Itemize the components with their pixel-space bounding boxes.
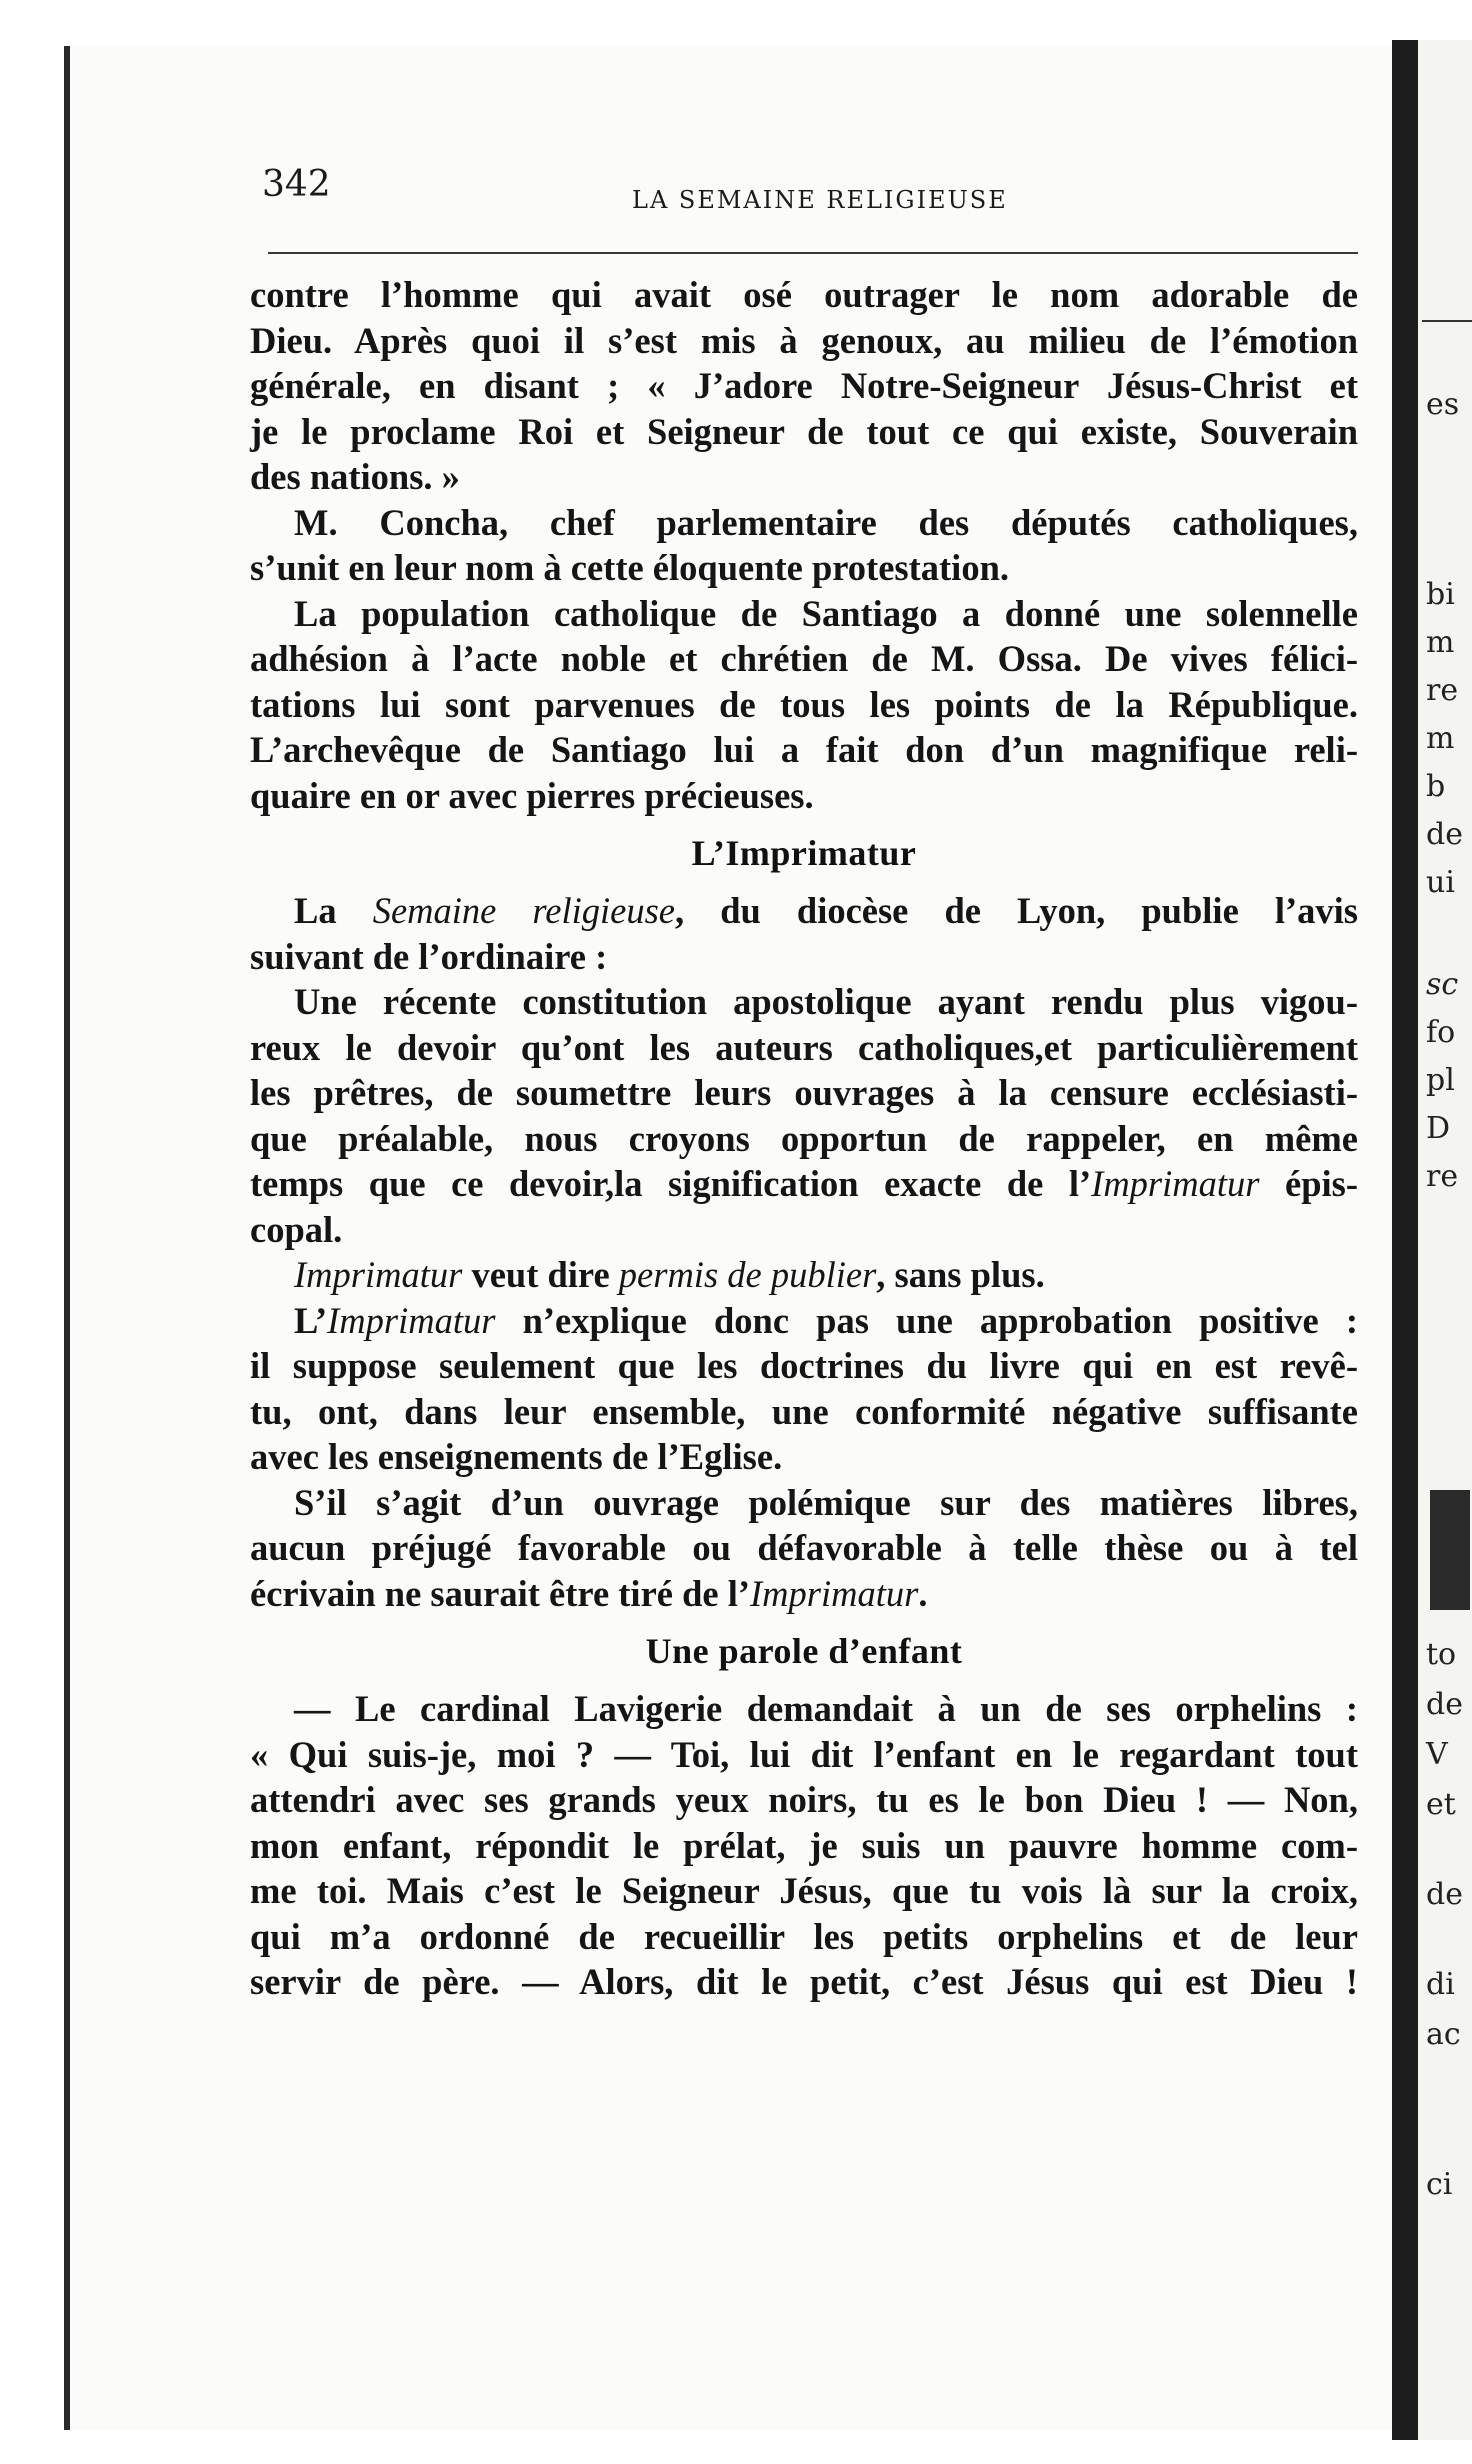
text-run: , sans plus. bbox=[876, 1254, 1045, 1295]
facing-fragment: de bbox=[1426, 1687, 1463, 1722]
paragraph-lavigerie bbox=[250, 1686, 1358, 2005]
text-line: tations lui sont parvenues de tous les points de la République. bbox=[250, 683, 1358, 725]
text-line: qui m’a ordonné de recueillir les petits orphelins et de leur bbox=[250, 1915, 1358, 1957]
paragraph-constitution bbox=[250, 979, 1358, 1252]
paragraph-explanation bbox=[250, 1298, 1358, 1480]
facing-fragment: es bbox=[1426, 387, 1460, 422]
text-run: épis- bbox=[1259, 1163, 1359, 1204]
paragraph-santiago bbox=[250, 591, 1358, 819]
text-run: , du diocèse de Lyon, publie l’avis bbox=[675, 890, 1358, 931]
text-run: écrivain ne saurait être tiré de l’ bbox=[250, 1572, 751, 1614]
text-run: temps que ce devoir,la signification exacte de l’ bbox=[250, 1163, 1092, 1204]
facing-fragment: b bbox=[1426, 769, 1446, 804]
facing-fragment: ui bbox=[1426, 865, 1455, 900]
page-number: 342 bbox=[262, 164, 331, 205]
text-line: mon enfant, répondit le prélat, je suis un pauvre homme com- bbox=[250, 1824, 1358, 1866]
article-body bbox=[250, 272, 1358, 2005]
header-rule bbox=[268, 252, 1358, 254]
facing-fragment: re bbox=[1426, 673, 1459, 708]
text-line: « Qui suis-je, moi ? — Toi, lui dit l’enfant en le regardant tout bbox=[250, 1733, 1358, 1775]
text-line: générale, en disant ; « J’adore Notre-Seigneur Jésus-Christ et bbox=[250, 365, 1358, 406]
italic-term: Imprimatur bbox=[750, 1572, 919, 1614]
facing-page-edge bbox=[1418, 40, 1472, 2440]
italic-term: Imprimatur bbox=[294, 1254, 463, 1295]
facing-fragment: m bbox=[1426, 625, 1455, 660]
text-line: S’il s’agit d’un ouvrage polémique sur des matières libres, bbox=[294, 1481, 1358, 1523]
book-gutter bbox=[1392, 40, 1418, 2440]
text-line: M. Concha, chef parlementaire des députés catholiques, bbox=[294, 501, 1358, 543]
text-line bbox=[250, 1571, 1358, 1617]
section-heading-imprimatur: L’Imprimatur bbox=[691, 833, 917, 873]
paragraph-polemic bbox=[250, 1480, 1358, 1617]
facing-fragment: sc bbox=[1426, 967, 1459, 1002]
text-line: servir de père. — Alors, dit le petit, c’est Jésus qui est Dieu ! bbox=[250, 1961, 1358, 2002]
section-heading-child: Une parole d’enfant bbox=[645, 1631, 963, 1671]
facing-page-ornament bbox=[1430, 1490, 1470, 1610]
text-line: me toi. Mais c’est le Seigneur Jésus, que tu vois là sur la croix, bbox=[250, 1870, 1358, 1911]
paragraph-protest bbox=[250, 272, 1358, 500]
facing-fragment: de bbox=[1426, 1877, 1463, 1912]
facing-fragment: ac bbox=[1426, 2017, 1461, 2052]
text-run: veut dire bbox=[462, 1254, 619, 1295]
facing-fragment: D bbox=[1426, 1111, 1451, 1146]
facing-page-rule bbox=[1422, 320, 1472, 322]
text-line: attendri avec ses grands yeux noirs, tu es le bon Dieu ! — Non, bbox=[250, 1779, 1358, 1820]
running-title: LA SEMAINE RELIGIEUSE bbox=[632, 186, 1008, 214]
text-line: suivant de l’ordinaire : bbox=[250, 935, 608, 977]
facing-fragment: to bbox=[1426, 1637, 1457, 1672]
text-line: quaire en or avec pierres précieuses. bbox=[250, 774, 814, 816]
facing-fragment: de bbox=[1426, 817, 1463, 852]
paragraph-definition bbox=[250, 1252, 1358, 1298]
facing-fragment: pl bbox=[1426, 1063, 1455, 1098]
facing-fragment: bi bbox=[1426, 577, 1455, 612]
italic-term: permis de publier bbox=[618, 1254, 877, 1295]
paragraph-concha bbox=[250, 500, 1358, 591]
page-header bbox=[200, 160, 1380, 220]
text-line: adhésion à l’acte noble et chrétien de M. Ossa. De vives félici- bbox=[250, 638, 1358, 679]
text-line: contre l’homme qui avait osé outrager le nom adorable de bbox=[250, 274, 1358, 315]
text-line: avec les enseignements de l’Eglise. bbox=[250, 1436, 783, 1477]
text-line: reux le devoir qu’ont les auteurs catholiques,et particulièrement bbox=[250, 1026, 1358, 1068]
text-line bbox=[250, 888, 1358, 934]
text-line: Dieu. Après quoi il s’est mis à genoux, au milieu de l’émotion bbox=[250, 319, 1358, 361]
text-line: L’archevêque de Santiago lui a fait don d’un magnifique reli- bbox=[250, 729, 1358, 770]
facing-fragment: fo bbox=[1426, 1015, 1456, 1050]
facing-fragment: re bbox=[1426, 1159, 1459, 1194]
text-line: — Le cardinal Lavigerie demandait à un de ses orphelins : bbox=[294, 1688, 1358, 1729]
text-line bbox=[250, 1298, 1358, 1344]
facing-fragment: m bbox=[1426, 721, 1455, 756]
italic-term: Imprimatur bbox=[327, 1299, 496, 1341]
text-run: . bbox=[918, 1572, 928, 1614]
text-line: il suppose seulement que les doctrines du livre qui en est revê- bbox=[250, 1345, 1358, 1386]
paragraph-lyon bbox=[250, 888, 1358, 979]
text-line: tu, ont, dans leur ensemble, une conformité négative suffisante bbox=[250, 1390, 1358, 1432]
text-line: je le proclame Roi et Seigneur de tout ce qui existe, Souverain bbox=[250, 410, 1358, 452]
facing-fragment: ci bbox=[1426, 2167, 1453, 2202]
text-line: les prêtres, de soumettre leurs ouvrages à la censure ecclésiasti- bbox=[250, 1072, 1358, 1113]
facing-fragment: V bbox=[1426, 1737, 1448, 1772]
text-line: des nations. » bbox=[250, 456, 460, 497]
text-line: que préalable, nous croyons opportun de rappeler, en même bbox=[250, 1117, 1358, 1159]
text-line: Une récente constitution apostolique ayant rendu plus vigou- bbox=[294, 981, 1358, 1022]
text-line bbox=[250, 1252, 1358, 1298]
text-line: aucun préjugé favorable ou défavorable à telle thèse ou à tel bbox=[250, 1527, 1358, 1568]
text-run: L’ bbox=[294, 1299, 328, 1341]
italic-term: Imprimatur bbox=[1091, 1163, 1260, 1204]
text-line: La population catholique de Santiago a donné une solennelle bbox=[294, 592, 1358, 634]
italic-title: Semaine religieuse bbox=[372, 890, 675, 931]
facing-fragment: di bbox=[1426, 1967, 1455, 2002]
text-line: copal. bbox=[250, 1208, 343, 1250]
text-run: La bbox=[294, 890, 373, 931]
text-line: s’unit en leur nom à cette éloquente protestation. bbox=[250, 547, 1009, 588]
text-line bbox=[250, 1161, 1358, 1207]
text-run: n’explique donc pas une approbation positive : bbox=[495, 1299, 1358, 1341]
facing-fragment: et bbox=[1426, 1787, 1456, 1822]
